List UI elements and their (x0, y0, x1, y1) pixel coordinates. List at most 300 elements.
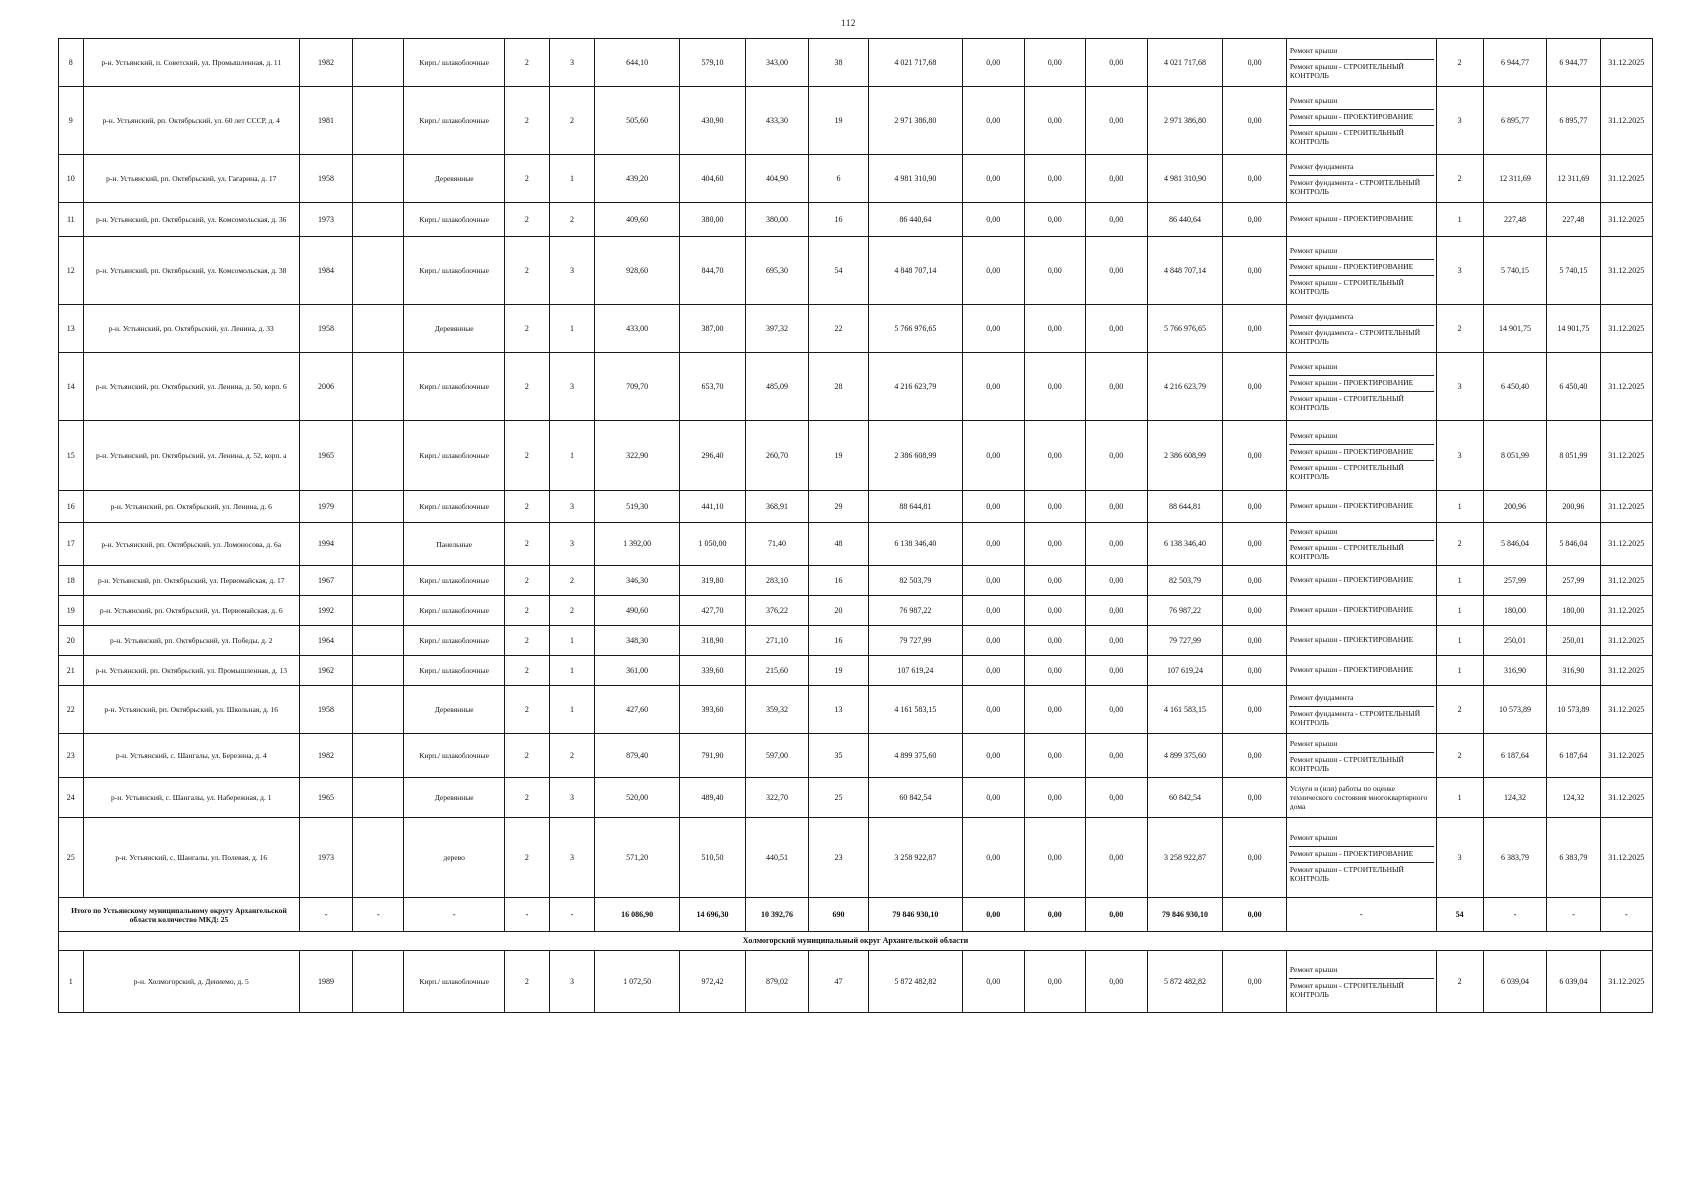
living-area-cell: 319,80 (680, 566, 746, 596)
total-label: Итого по Устьянскому муниципальному округу Архангельской области количество МКД: 25 (59, 898, 300, 932)
fund-other-cell: 0,00 (1223, 778, 1287, 818)
cost-total-cell: 88 644,81 (868, 491, 962, 523)
total-area-cell: 520,00 (595, 778, 680, 818)
deadline-cell: 31.12.2025 (1600, 237, 1652, 305)
floors-cell: 2 (504, 491, 549, 523)
table-row (59, 778, 1653, 818)
works-list (1289, 782, 1434, 813)
work-item: Ремонт крыши - ПРОЕКТИРОВАНИЕ (1289, 847, 1434, 863)
fund-c-cell: 0,00 (1086, 596, 1148, 626)
cost-total-cell: 82 503,79 (868, 566, 962, 596)
floors-cell: 2 (504, 155, 549, 203)
total-residents: 690 (809, 898, 868, 932)
floors-cell: 2 (504, 203, 549, 237)
fund-a-cell: 0,00 (963, 203, 1025, 237)
fund-b-cell: 0,00 (1024, 421, 1086, 491)
living-area-cell: 441,10 (680, 491, 746, 523)
res-area-cell: 322,70 (745, 778, 809, 818)
residents-cell: 20 (809, 596, 868, 626)
fund-c-cell: 0,00 (1086, 734, 1148, 778)
works-cell (1286, 305, 1436, 353)
res-area-cell: 404,90 (745, 155, 809, 203)
works-count-cell: 1 (1436, 491, 1483, 523)
fund-c-cell: 0,00 (1086, 87, 1148, 155)
work-item: Ремонт крыши - ПРОЕКТИРОВАНИЕ (1289, 635, 1414, 644)
blank-cell (353, 87, 404, 155)
cost-total-cell: 4 848 707,14 (868, 237, 962, 305)
works-count-cell: 3 (1436, 421, 1483, 491)
works-list (1289, 831, 1434, 885)
year-cell: 1965 (299, 421, 352, 491)
total-fund-b: 0,00 (1024, 898, 1086, 932)
total-fund-c: 0,00 (1086, 898, 1148, 932)
res-area-cell: 71,40 (745, 523, 809, 566)
entrances-cell: 3 (549, 523, 594, 566)
row-number: 9 (59, 87, 84, 155)
cost-total-cell: 4 981 310,90 (868, 155, 962, 203)
fund-own-cell: 2 386 608,99 (1147, 421, 1223, 491)
work-item: Ремонт крыши - ПРОЕКТИРОВАНИЕ (1289, 445, 1434, 461)
max-cost-cell: 12 311,69 (1547, 155, 1600, 203)
works-cell (1286, 626, 1436, 656)
fund-a-cell: 0,00 (963, 39, 1025, 87)
total-area-cell: 490,60 (595, 596, 680, 626)
row-number: 22 (59, 686, 84, 734)
max-cost-cell: 257,99 (1547, 566, 1600, 596)
fund-a-cell: 0,00 (963, 626, 1025, 656)
residents-cell: 47 (809, 951, 868, 1013)
unit-cost-cell: 6 039,04 (1483, 951, 1547, 1013)
fund-own-cell: 4 021 717,68 (1147, 39, 1223, 87)
floors-cell: 2 (504, 39, 549, 87)
table-row (59, 87, 1653, 155)
material-cell: Деревянные (404, 686, 504, 734)
table-row (59, 686, 1653, 734)
fund-b-cell: 0,00 (1024, 155, 1086, 203)
works-list (1289, 429, 1434, 483)
row-number: 14 (59, 353, 84, 421)
entrances-cell: 3 (549, 39, 594, 87)
table-row (59, 626, 1653, 656)
fund-c-cell: 0,00 (1086, 305, 1148, 353)
deadline-cell: 31.12.2025 (1600, 491, 1652, 523)
fund-b-cell: 0,00 (1024, 305, 1086, 353)
row-number: 18 (59, 566, 84, 596)
total-entrances: - (549, 898, 594, 932)
total-unit-cost: - (1483, 898, 1547, 932)
fund-own-cell: 86 440,64 (1147, 203, 1223, 237)
fund-a-cell: 0,00 (963, 778, 1025, 818)
address-cell: р-н. Холмогорский, д. Дениемо, д. 5 (83, 951, 299, 1013)
fund-own-cell: 3 258 922,87 (1147, 818, 1223, 898)
unit-cost-cell: 200,96 (1483, 491, 1547, 523)
fund-c-cell: 0,00 (1086, 39, 1148, 87)
living-area-cell: 510,50 (680, 818, 746, 898)
living-area-cell: 489,40 (680, 778, 746, 818)
blank-cell (353, 656, 404, 686)
works-cell (1286, 734, 1436, 778)
fund-c-cell: 0,00 (1086, 491, 1148, 523)
total-cost-total: 79 846 930,10 (868, 898, 962, 932)
entrances-cell: 1 (549, 305, 594, 353)
max-cost-cell: 6 187,64 (1547, 734, 1600, 778)
work-item: Ремонт крыши - ПРОЕКТИРОВАНИЕ (1289, 110, 1434, 126)
floors-cell: 2 (504, 686, 549, 734)
material-cell: Кирп./ шлакоблочные (404, 951, 504, 1013)
residents-cell: 25 (809, 778, 868, 818)
cost-total-cell: 60 842,54 (868, 778, 962, 818)
res-area-cell: 283,10 (745, 566, 809, 596)
fund-b-cell: 0,00 (1024, 523, 1086, 566)
cost-total-cell: 86 440,64 (868, 203, 962, 237)
fund-c-cell: 0,00 (1086, 353, 1148, 421)
total-area-cell: 505,60 (595, 87, 680, 155)
work-item: Ремонт крыши - СТРОИТЕЛЬНЫЙ КОНТРОЛЬ (1289, 864, 1404, 883)
blank-cell (353, 626, 404, 656)
res-area-cell: 260,70 (745, 421, 809, 491)
address-cell: р-н. Устьянский, рп. Октябрьский, ул. Комсомольская, д. 36 (83, 203, 299, 237)
fund-own-cell: 6 138 346,40 (1147, 523, 1223, 566)
res-area-cell: 433,30 (745, 87, 809, 155)
works-list (1289, 160, 1434, 198)
year-cell: 1973 (299, 203, 352, 237)
work-item: Ремонт фундамента (1289, 691, 1434, 707)
floors-cell: 2 (504, 656, 549, 686)
table-row (59, 237, 1653, 305)
deadline-cell: 31.12.2025 (1600, 305, 1652, 353)
works-cell (1286, 491, 1436, 523)
entrances-cell: 3 (549, 353, 594, 421)
res-area-cell: 343,00 (745, 39, 809, 87)
max-cost-cell: 200,96 (1547, 491, 1600, 523)
fund-b-cell: 0,00 (1024, 818, 1086, 898)
works-count-cell: 1 (1436, 566, 1483, 596)
fund-a-cell: 0,00 (963, 951, 1025, 1013)
fund-c-cell: 0,00 (1086, 778, 1148, 818)
material-cell: Кирп./ шлакоблочные (404, 491, 504, 523)
fund-other-cell: 0,00 (1223, 39, 1287, 87)
fund-own-cell: 88 644,81 (1147, 491, 1223, 523)
deadline-cell: 31.12.2025 (1600, 626, 1652, 656)
works-count-cell: 1 (1436, 203, 1483, 237)
total-area-cell: 879,40 (595, 734, 680, 778)
fund-c-cell: 0,00 (1086, 656, 1148, 686)
entrances-cell: 2 (549, 87, 594, 155)
blank-cell (353, 734, 404, 778)
blank-cell (353, 203, 404, 237)
address-cell: р-н. Устьянский, рп. Октябрьский, ул. Комсомольская, д. 38 (83, 237, 299, 305)
fund-b-cell: 0,00 (1024, 778, 1086, 818)
residents-cell: 54 (809, 237, 868, 305)
material-cell: Кирп./ шлакоблочные (404, 39, 504, 87)
works-count-cell: 2 (1436, 686, 1483, 734)
unit-cost-cell: 5 846,04 (1483, 523, 1547, 566)
works-list (1289, 603, 1434, 618)
work-item: Ремонт крыши - СТРОИТЕЛЬНЫЙ КОНТРОЛЬ (1289, 754, 1404, 773)
works-cell (1286, 596, 1436, 626)
fund-a-cell: 0,00 (963, 734, 1025, 778)
fund-b-cell: 0,00 (1024, 566, 1086, 596)
res-area-cell: 397,32 (745, 305, 809, 353)
row-number: 24 (59, 778, 84, 818)
fund-other-cell: 0,00 (1223, 353, 1287, 421)
works-list (1289, 310, 1434, 348)
fund-own-cell: 82 503,79 (1147, 566, 1223, 596)
year-cell: 1992 (299, 596, 352, 626)
works-list (1289, 663, 1434, 678)
floors-cell: 2 (504, 596, 549, 626)
fund-own-cell: 5 766 976,65 (1147, 305, 1223, 353)
address-cell: р-н. Устьянский, рп. Октябрьский, ул. Школьная, д. 16 (83, 686, 299, 734)
work-item: Ремонт крыши (1289, 360, 1434, 376)
max-cost-cell: 6 039,04 (1547, 951, 1600, 1013)
floors-cell: 2 (504, 951, 549, 1013)
total-area-cell: 439,20 (595, 155, 680, 203)
max-cost-cell: 124,32 (1547, 778, 1600, 818)
material-cell: Кирп./ шлакоблочные (404, 734, 504, 778)
address-cell: р-н. Устьянский, рп. Октябрьский, ул. Победы, д. 2 (83, 626, 299, 656)
fund-c-cell: 0,00 (1086, 626, 1148, 656)
address-cell: р-н. Устьянский, рп. Октябрьский, ул. Первомайская, д. 6 (83, 596, 299, 626)
total-area-cell: 427,60 (595, 686, 680, 734)
fund-own-cell: 76 987,22 (1147, 596, 1223, 626)
table-row (59, 596, 1653, 626)
residents-cell: 29 (809, 491, 868, 523)
year-cell: 1979 (299, 491, 352, 523)
living-area-cell: 318,90 (680, 626, 746, 656)
unit-cost-cell: 5 740,15 (1483, 237, 1547, 305)
fund-c-cell: 0,00 (1086, 523, 1148, 566)
fund-other-cell: 0,00 (1223, 421, 1287, 491)
fund-b-cell: 0,00 (1024, 734, 1086, 778)
table-row (59, 656, 1653, 686)
row-number: 17 (59, 523, 84, 566)
address-cell: р-н. Устьянский, п. Советский, ул. Промышленная, д. 11 (83, 39, 299, 87)
fund-other-cell: 0,00 (1223, 818, 1287, 898)
cost-total-cell: 76 987,22 (868, 596, 962, 626)
entrances-cell: 2 (549, 596, 594, 626)
fund-c-cell: 0,00 (1086, 818, 1148, 898)
max-cost-cell: 6 895,77 (1547, 87, 1600, 155)
work-item: Ремонт крыши - СТРОИТЕЛЬНЫЙ КОНТРОЛЬ (1289, 543, 1404, 561)
residents-cell: 19 (809, 87, 868, 155)
entrances-cell: 3 (549, 951, 594, 1013)
work-item: Ремонт крыши - ПРОЕКТИРОВАНИЕ (1289, 501, 1414, 510)
living-area-cell: 404,60 (680, 155, 746, 203)
residents-cell: 16 (809, 566, 868, 596)
row-number: 15 (59, 421, 84, 491)
total-year: - (299, 898, 352, 932)
address-cell: р-н. Устьянский, рп. Октябрьский, ул. Ленина, д. 50, корп. 6 (83, 353, 299, 421)
cost-total-cell: 2 386 608,99 (868, 421, 962, 491)
works-list (1289, 244, 1434, 298)
floors-cell: 2 (504, 87, 549, 155)
total-fund-a: 0,00 (963, 898, 1025, 932)
works-cell (1286, 686, 1436, 734)
max-cost-cell: 10 573,89 (1547, 686, 1600, 734)
fund-a-cell: 0,00 (963, 596, 1025, 626)
address-cell: р-н. Устьянский, с. Шангалы, ул. Набережная, д. 1 (83, 778, 299, 818)
fund-other-cell: 0,00 (1223, 566, 1287, 596)
cost-total-cell: 4 899 375,60 (868, 734, 962, 778)
table-row (59, 566, 1653, 596)
floors-cell: 2 (504, 626, 549, 656)
blank-cell (353, 566, 404, 596)
fund-a-cell: 0,00 (963, 237, 1025, 305)
works-cell (1286, 39, 1436, 87)
floors-cell: 2 (504, 818, 549, 898)
deadline-cell: 31.12.2025 (1600, 951, 1652, 1013)
address-cell: р-н. Устьянский, рп. Октябрьский, ул. Ломоносова, д. 6а (83, 523, 299, 566)
fund-own-cell: 107 619,24 (1147, 656, 1223, 686)
works-list (1289, 94, 1434, 148)
floors-cell: 2 (504, 237, 549, 305)
fund-b-cell: 0,00 (1024, 626, 1086, 656)
fund-other-cell: 0,00 (1223, 734, 1287, 778)
fund-other-cell: 0,00 (1223, 523, 1287, 566)
page-number: 112 (841, 18, 856, 28)
material-cell: Кирп./ шлакоблочные (404, 237, 504, 305)
year-cell: 2006 (299, 353, 352, 421)
blank-cell (353, 523, 404, 566)
total-floors: - (504, 898, 549, 932)
table-row (59, 421, 1653, 491)
fund-own-cell: 79 727,99 (1147, 626, 1223, 656)
fund-other-cell: 0,00 (1223, 626, 1287, 656)
floors-cell: 2 (504, 353, 549, 421)
cost-total-cell: 2 971 386,80 (868, 87, 962, 155)
works-cell (1286, 778, 1436, 818)
fund-a-cell: 0,00 (963, 353, 1025, 421)
residents-cell: 19 (809, 421, 868, 491)
row-number: 10 (59, 155, 84, 203)
year-cell: 1958 (299, 155, 352, 203)
works-count-cell: 1 (1436, 626, 1483, 656)
total-row (59, 898, 1653, 932)
work-item: Ремонт крыши (1289, 737, 1434, 753)
deadline-cell: 31.12.2025 (1600, 778, 1652, 818)
entrances-cell: 3 (549, 237, 594, 305)
fund-b-cell: 0,00 (1024, 656, 1086, 686)
works-count-cell: 2 (1436, 305, 1483, 353)
living-area-cell: 791,90 (680, 734, 746, 778)
work-item: Ремонт крыши - СТРОИТЕЛЬНЫЙ КОНТРОЛЬ (1289, 127, 1404, 146)
floors-cell: 2 (504, 778, 549, 818)
max-cost-cell: 8 051,99 (1547, 421, 1600, 491)
living-area-cell: 387,00 (680, 305, 746, 353)
row-number: 1 (59, 951, 84, 1013)
work-item: Ремонт крыши - СТРОИТЕЛЬНЫЙ КОНТРОЛЬ (1289, 462, 1404, 481)
section-header-row (59, 932, 1653, 951)
material-cell: Кирп./ шлакоблочные (404, 566, 504, 596)
floors-cell: 2 (504, 305, 549, 353)
res-area-cell: 271,10 (745, 626, 809, 656)
material-cell: Деревянные (404, 155, 504, 203)
table-row (59, 39, 1653, 87)
res-area-cell: 215,60 (745, 656, 809, 686)
blank-cell (353, 778, 404, 818)
fund-other-cell: 0,00 (1223, 87, 1287, 155)
residents-cell: 35 (809, 734, 868, 778)
works-list (1289, 737, 1434, 775)
works-count-cell: 3 (1436, 237, 1483, 305)
living-area-cell: 579,10 (680, 39, 746, 87)
blank-cell (353, 421, 404, 491)
fund-other-cell: 0,00 (1223, 237, 1287, 305)
fund-other-cell: 0,00 (1223, 305, 1287, 353)
year-cell: 1989 (299, 951, 352, 1013)
fund-own-cell: 60 842,54 (1147, 778, 1223, 818)
fund-a-cell: 0,00 (963, 491, 1025, 523)
cost-total-cell: 5 766 976,65 (868, 305, 962, 353)
works-list (1289, 963, 1434, 1001)
residents-cell: 6 (809, 155, 868, 203)
fund-other-cell: 0,00 (1223, 491, 1287, 523)
blank-cell (353, 686, 404, 734)
max-cost-cell: 5 846,04 (1547, 523, 1600, 566)
total-works-count: 54 (1436, 898, 1483, 932)
fund-other-cell: 0,00 (1223, 686, 1287, 734)
fund-b-cell: 0,00 (1024, 87, 1086, 155)
work-item: Ремонт крыши (1289, 831, 1434, 847)
deadline-cell: 31.12.2025 (1600, 686, 1652, 734)
year-cell: 1967 (299, 566, 352, 596)
unit-cost-cell: 6 944,77 (1483, 39, 1547, 87)
residents-cell: 19 (809, 656, 868, 686)
living-area-cell: 393,60 (680, 686, 746, 734)
deadline-cell: 31.12.2025 (1600, 155, 1652, 203)
table-row (59, 951, 1653, 1013)
year-cell: 1958 (299, 686, 352, 734)
fund-c-cell: 0,00 (1086, 951, 1148, 1013)
fund-a-cell: 0,00 (963, 155, 1025, 203)
work-item: Ремонт крыши (1289, 525, 1434, 541)
residents-cell: 16 (809, 626, 868, 656)
residents-cell: 16 (809, 203, 868, 237)
year-cell: 1964 (299, 626, 352, 656)
unit-cost-cell: 6 450,40 (1483, 353, 1547, 421)
fund-other-cell: 0,00 (1223, 656, 1287, 686)
res-area-cell: 359,32 (745, 686, 809, 734)
blank-cell (353, 951, 404, 1013)
fund-a-cell: 0,00 (963, 87, 1025, 155)
floors-cell: 2 (504, 421, 549, 491)
living-area-cell: 1 050,00 (680, 523, 746, 566)
fund-c-cell: 0,00 (1086, 155, 1148, 203)
year-cell: 1962 (299, 656, 352, 686)
works-list (1289, 360, 1434, 414)
work-item: Ремонт фундамента - СТРОИТЕЛЬНЫЙ КОНТРОЛЬ (1289, 708, 1421, 727)
blank-cell (353, 237, 404, 305)
deadline-cell: 31.12.2025 (1600, 596, 1652, 626)
work-item: Ремонт крыши - ПРОЕКТИРОВАНИЕ (1289, 575, 1414, 584)
address-cell: р-н. Устьянский, рп. Октябрьский, ул. Гагарина, д. 17 (83, 155, 299, 203)
total-area-cell: 928,60 (595, 237, 680, 305)
fund-own-cell: 4 848 707,14 (1147, 237, 1223, 305)
works-cell (1286, 353, 1436, 421)
material-cell: Кирп./ шлакоблочные (404, 421, 504, 491)
fund-c-cell: 0,00 (1086, 203, 1148, 237)
cost-total-cell: 4 161 583,15 (868, 686, 962, 734)
entrances-cell: 3 (549, 818, 594, 898)
table-row (59, 203, 1653, 237)
works-count-cell: 2 (1436, 523, 1483, 566)
living-area-cell: 296,40 (680, 421, 746, 491)
material-cell: дерево (404, 818, 504, 898)
work-item: Ремонт крыши (1289, 963, 1434, 979)
deadline-cell: 31.12.2025 (1600, 39, 1652, 87)
table-row (59, 734, 1653, 778)
